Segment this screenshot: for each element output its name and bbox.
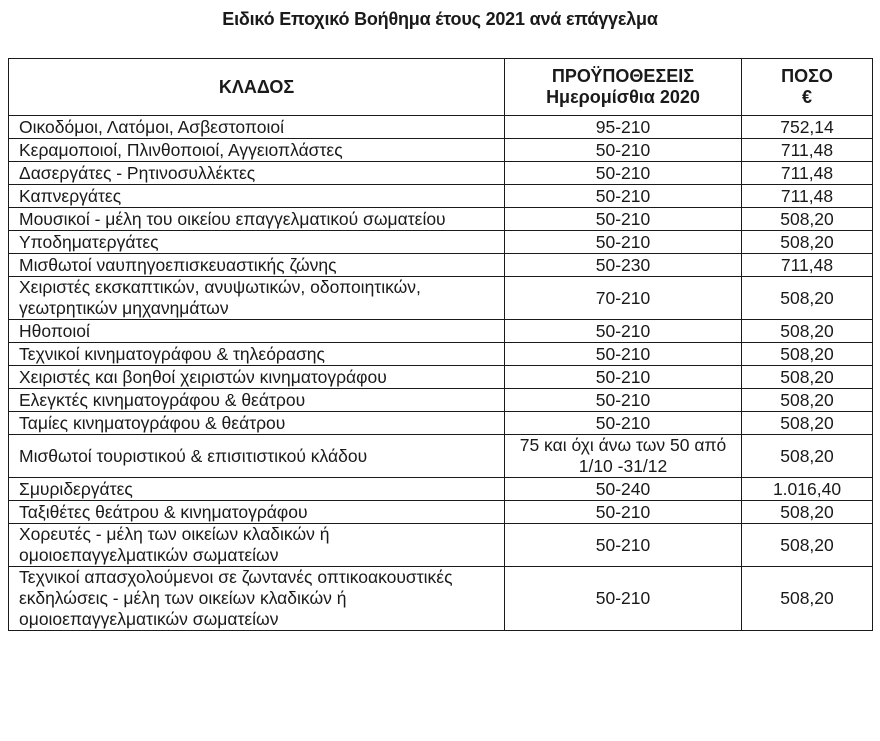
- benefit-table: [8, 58, 873, 631]
- table-header-row: [9, 59, 873, 116]
- cell-kladdos: Υποδηματεργάτες: [9, 231, 505, 254]
- document-title: Ειδικό Εποχικό Βοήθημα έτους 2021 ανά επάγγελμα: [222, 9, 658, 29]
- cell-amount: 508,20: [742, 366, 873, 389]
- cell-amount: 1.016,40: [742, 478, 873, 501]
- cell-conditions: 50-210: [505, 501, 742, 524]
- cell-kladdos: Κεραμοποιοί, Πλινθοποιοί, Αγγειοπλάστες: [9, 139, 505, 162]
- cell-kladdos: Χειριστές εκσκαπτικών, ανυψωτικών, οδοποιητικών, γεωτρητικών μηχανημάτων: [9, 277, 505, 320]
- cell-amount: 752,14: [742, 116, 873, 139]
- cell-conditions: 50-210: [505, 320, 742, 343]
- cell-conditions: 50-210: [505, 139, 742, 162]
- cell-amount: 508,20: [742, 567, 873, 631]
- table-row: [9, 116, 873, 139]
- cell-conditions: 50-210: [505, 567, 742, 631]
- header-conditions-line2: Ημερομίσθια 2020: [546, 87, 700, 107]
- cell-conditions: 50-210: [505, 343, 742, 366]
- cell-conditions: 50-240: [505, 478, 742, 501]
- cell-conditions: 50-210: [505, 185, 742, 208]
- cell-amount: 508,20: [742, 277, 873, 320]
- header-kladdos-label: ΚΛΑΔΟΣ: [218, 76, 295, 97]
- cell-kladdos: Δασεργάτες - Ρητινοσυλλέκτες: [9, 162, 505, 185]
- table-row: [9, 320, 873, 343]
- cell-amount: 508,20: [742, 501, 873, 524]
- cell-amount: 711,48: [742, 162, 873, 185]
- cell-kladdos: Μουσικοί - μέλη του οικείου επαγγελματικού σωματείου: [9, 208, 505, 231]
- cell-amount: 508,20: [742, 208, 873, 231]
- cell-kladdos: Οικοδόμοι, Λατόμοι, Ασβεστοποιοί: [9, 116, 505, 139]
- cell-conditions: 50-210: [505, 366, 742, 389]
- table-row: [9, 567, 873, 631]
- cell-kladdos: Ηθοποιοί: [9, 320, 505, 343]
- table-row: [9, 231, 873, 254]
- cell-amount: 711,48: [742, 139, 873, 162]
- header-conditions-line1: ΠΡΟΫΠΟΘΕΣΕΙΣ: [551, 66, 695, 86]
- cell-conditions: 50-210: [505, 524, 742, 567]
- header-kladdos: [9, 59, 505, 116]
- cell-kladdos: Μισθωτοί ναυπηγοεπισκευαστικής ζώνης: [9, 254, 505, 277]
- cell-amount: 711,48: [742, 185, 873, 208]
- table-row: [9, 501, 873, 524]
- header-amount: [742, 59, 873, 116]
- cell-conditions: 50-230: [505, 254, 742, 277]
- cell-kladdos: Χορευτές - μέλη των οικείων κλαδικών ή ομοιοεπαγγελματικών σωματείων: [9, 524, 505, 567]
- table-row: [9, 277, 873, 320]
- cell-kladdos: Ελεγκτές κινηματογράφου & θεάτρου: [9, 389, 505, 412]
- cell-conditions: 75 και όχι άνω των 50 από 1/10 -31/12: [505, 435, 742, 478]
- cell-amount: 508,20: [742, 524, 873, 567]
- cell-conditions: 50-210: [505, 208, 742, 231]
- cell-amount: 508,20: [742, 412, 873, 435]
- cell-conditions: 95-210: [505, 116, 742, 139]
- table-row: [9, 254, 873, 277]
- table-row: [9, 139, 873, 162]
- table-row: [9, 524, 873, 567]
- cell-kladdos: Ταμίες κινηματογράφου & θεάτρου: [9, 412, 505, 435]
- header-conditions: [505, 59, 742, 116]
- header-amount-line1: ΠΟΣΟ: [781, 66, 833, 86]
- table-row: [9, 162, 873, 185]
- cell-amount: 508,20: [742, 389, 873, 412]
- cell-kladdos: Τεχνικοί κινηματογράφου & τηλεόρασης: [9, 343, 505, 366]
- cell-amount: 508,20: [742, 231, 873, 254]
- table-row: [9, 343, 873, 366]
- table-row: [9, 478, 873, 501]
- table-body: [9, 116, 873, 631]
- cell-kladdos: Μισθωτοί τουριστικού & επισιτιστικού κλάδου: [9, 435, 505, 478]
- cell-amount: 508,20: [742, 343, 873, 366]
- table-row: [9, 435, 873, 478]
- cell-amount: 508,20: [742, 435, 873, 478]
- cell-conditions: 50-210: [505, 412, 742, 435]
- cell-conditions: 50-210: [505, 231, 742, 254]
- cell-amount: 711,48: [742, 254, 873, 277]
- table-row: [9, 389, 873, 412]
- table-row: [9, 185, 873, 208]
- cell-kladdos: Σμυριδεργάτες: [9, 478, 505, 501]
- cell-kladdos: Ταξιθέτες θεάτρου & κινηματογράφου: [9, 501, 505, 524]
- table-row: [9, 412, 873, 435]
- table-row: [9, 366, 873, 389]
- header-amount-line2: €: [801, 87, 812, 107]
- cell-kladdos: Καπνεργάτες: [9, 185, 505, 208]
- cell-kladdos: Χειριστές και βοηθοί χειριστών κινηματογράφου: [9, 366, 505, 389]
- cell-conditions: 70-210: [505, 277, 742, 320]
- table-row: [9, 208, 873, 231]
- cell-conditions: 50-210: [505, 389, 742, 412]
- cell-amount: 508,20: [742, 320, 873, 343]
- cell-conditions: 50-210: [505, 162, 742, 185]
- cell-kladdos: Τεχνικοί απασχολούμενοι σε ζωντανές οπτικοακουστικές εκδηλώσεις - μέλη των οικείων κλαδικών ή ομοιοεπαγγελματικών σωματείων: [9, 567, 505, 631]
